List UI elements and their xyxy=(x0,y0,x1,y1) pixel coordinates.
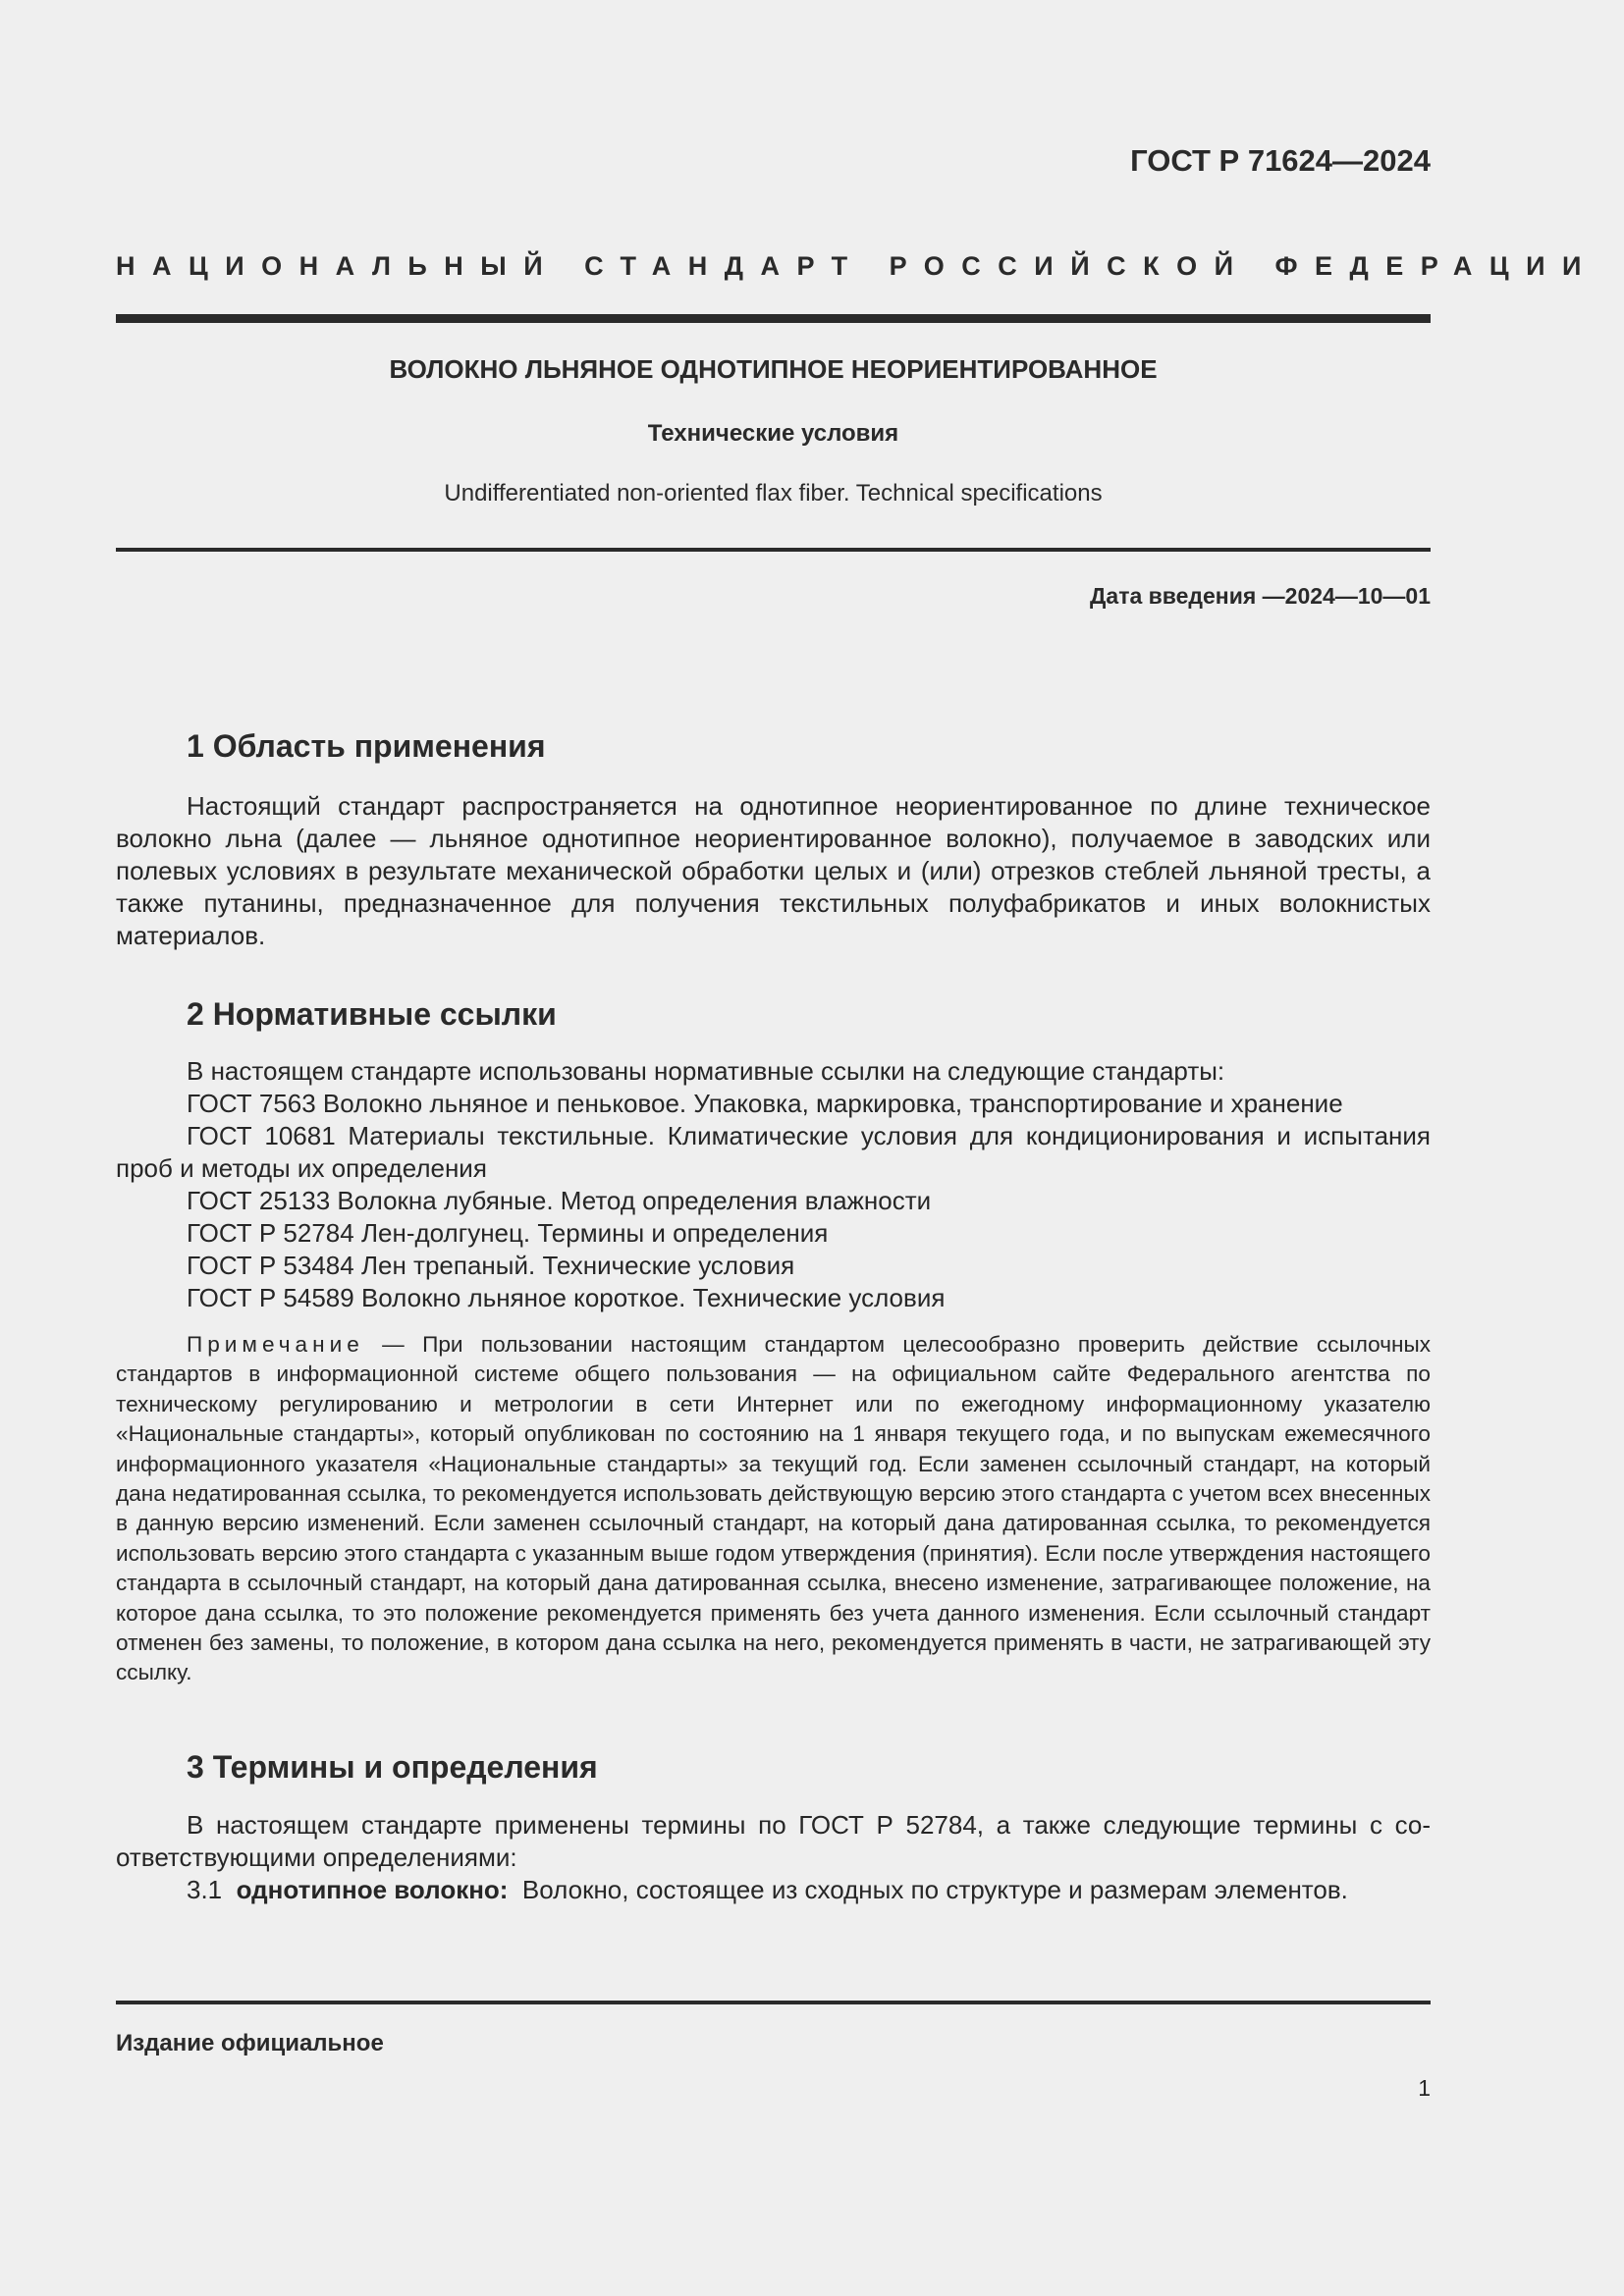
section-2-heading: 2 Нормативные ссылки xyxy=(187,996,557,1032)
page-number: 1 xyxy=(1418,2075,1431,2101)
term-number: 3.1 xyxy=(187,1875,223,1904)
document-code: ГОСТ Р 71624—2024 xyxy=(1130,143,1431,178)
introduction-date: Дата введения —2024—10—01 xyxy=(1090,583,1431,609)
section-1-heading: 1 Область применения xyxy=(187,728,546,764)
note-text: — При пользовании настоящим стандартом целесообразно проверить действие ссылочных стандартов в информационной системе общего пользования — на официальном сайте Федерального агентства по техническому регулированию и метрологии в сети Интернет или по ежегодному информационному указателю «Национальные стандарты», который опубликован по состоянию на 1 января текущего года, и по выпускам ежемесячного информационного указателя «Национальные стандарты» за текущий год. Если заменен ссылочный стандарт, на который дана недатированная ссылка, то рекомендуется использовать действующую версию этого стандарта с учетом всех внесенных в данную версию изменений. Если заменен ссылочный стандарт, на который дана датированная ссылка, то рекомендуется использовать версию этого стандарта с указанным выше годом утверждения (принятия). Если после утверждения настоящего стандарта в ссылочный стандарт, на который дана датированная ссылка, внесено изменение, затрагивающее положение, на которое дана ссылка, то это положение рекомендуется применять без учета данного изменения. Если ссылочный стандарт отменен без замены, то положение, в котором дана ссылка на него, рекомендуется применять в части, не затрагивающей эту ссылку. xyxy=(116,1332,1431,1685)
reference-item: ГОСТ Р 54589 Волокно льняное короткое. Технические условия xyxy=(187,1283,946,1312)
edition-label: Издание официальное xyxy=(116,2030,384,2056)
reference-item: ГОСТ 25133 Волокна лубяные. Метод определения влажности xyxy=(187,1186,932,1215)
section-2-intro: В настоящем стандарте использованы нормативные ссылки на следующие стандарты: xyxy=(187,1056,1225,1086)
reference-item: ГОСТ Р 52784 Лен-долгунец. Термины и определения xyxy=(187,1218,829,1248)
section-3-heading: 3 Термины и определения xyxy=(187,1749,598,1785)
term-text: Волокно, состоящее из сходных по структуре и размерам элементов. xyxy=(521,1875,1348,1904)
header-rule xyxy=(116,314,1431,323)
note-label: Примечание xyxy=(187,1332,364,1357)
footer-rule xyxy=(116,2001,1431,2004)
reference-item: ГОСТ 10681 Материалы текстильные. Климатические условия для кондиционирования и испытания проб и методы их определения xyxy=(116,1121,1431,1183)
section-3-intro: В настоящем стандарте применены термины по ГОСТ Р 52784, а также следующие термины с соответствующими определениями: xyxy=(116,1810,1431,1872)
reference-item: ГОСТ Р 53484 Лен трепаный. Технические условия xyxy=(187,1251,795,1280)
section-1-text: Настоящий стандарт распространяется на однотипное неориентированное по длине техническое волокно льна (далее — льняное однотипное неориентированное волокно), получаемое в заводских или полевых условиях в результате механической обработки целых и (или) отрезков стеблей льняной тресты, а также путанины, предназначенное для получения текстильных полуфабрикатов и иных волокнистых материалов. xyxy=(116,791,1431,950)
title-rule xyxy=(116,548,1431,552)
standard-series: НАЦИОНАЛЬНЫЙ СТАНДАРТ РОССИЙСКОЙ ФЕДЕРАЦИИ xyxy=(116,251,1598,281)
term-name: однотипное волокно: xyxy=(236,1875,509,1904)
english-title: Undifferentiated non-oriented flax fiber. Technical specifications xyxy=(444,480,1103,507)
document-title: ВОЛОКНО ЛЬНЯНОЕ ОДНОТИПНОЕ НЕОРИЕНТИРОВАННОЕ xyxy=(389,354,1158,384)
reference-item: ГОСТ 7563 Волокно льняное и пеньковое. Упаковка, маркировка, транспортирование и хранение xyxy=(187,1089,1343,1118)
term-definition xyxy=(187,1874,1348,1906)
document-subtitle: Технические условия xyxy=(647,420,899,447)
note-block xyxy=(116,1330,1431,1688)
